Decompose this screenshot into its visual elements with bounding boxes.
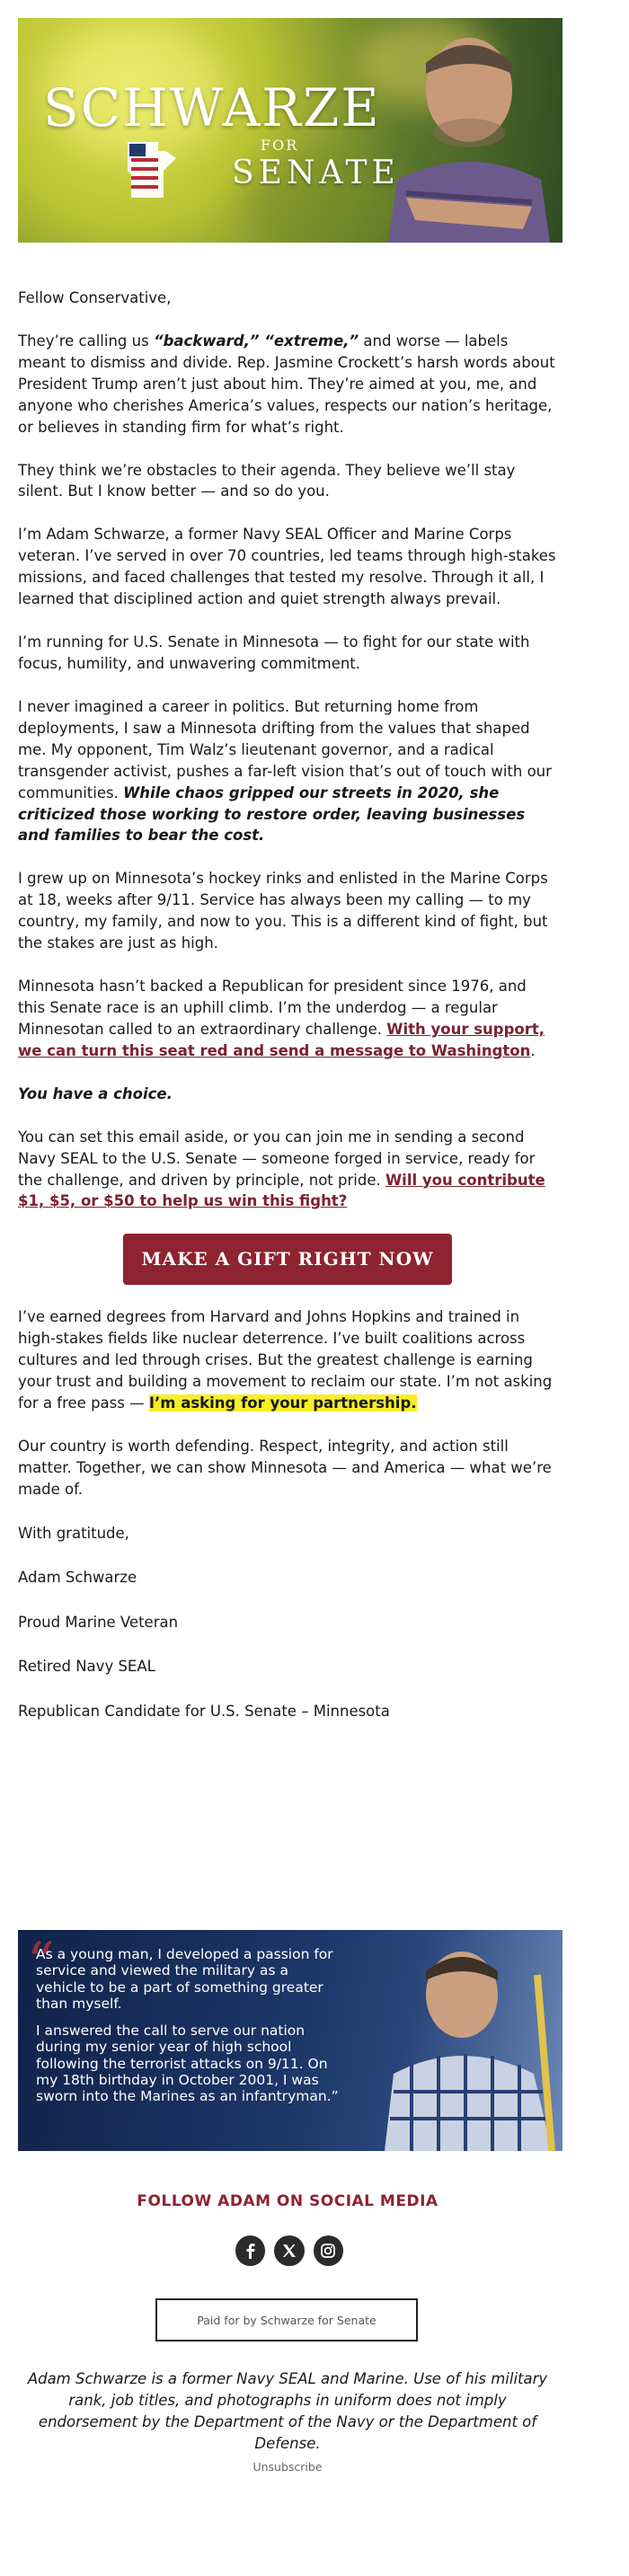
bio-paragraph: As a young man, I developed a passion for service and viewed the military as a vehicle to be a part of something greater than myself.	[36, 1946, 333, 2012]
unsubscribe-link[interactable]: Unsubscribe	[252, 2460, 323, 2474]
instagram-icon[interactable]	[314, 2235, 343, 2266]
cta-container	[18, 1234, 557, 1285]
minnesota-flag-icon	[122, 138, 185, 201]
paragraph: They’re calling us “backward,” “extreme,” and worse — labels meant to dismiss and divide. Rep. Jasmine Crockett’s harsh words about President Trump aren’t just about him. They’re aimed at you, me, and anyone who cherishes America’s values, respects our nation’s heritage, or believes in standing firm for what’s right.	[18, 332, 555, 436]
candidate-portrait	[370, 27, 559, 243]
paid-for-box: Paid for by Schwarze for Senate	[155, 2298, 418, 2341]
make-gift-button[interactable]: MAKE A GIFT RIGHT NOW	[123, 1234, 451, 1285]
paragraph: Our country is worth defending. Respect, integrity, and action still matter. Together, we can show Minnesota — and America — what we’re made of.	[18, 1437, 552, 1498]
for-label: FOR	[261, 137, 299, 154]
social-links	[235, 2235, 343, 2268]
signature-line: Retired Navy SEAL	[18, 1658, 155, 1676]
partnership-highlight: I’m asking for your partnership.	[148, 1394, 417, 1412]
signature-line: With gratitude,	[18, 1524, 129, 1542]
bio-banner	[18, 1930, 563, 2151]
paragraph: Minnesota hasn’t backed a Republican for president since 1976, and this Senate race is an uphill climb. I’m the underdog — a regular Minnesotan called to an extraordinary challenge. With your support, we can turn this seat red and send a message to Washington.	[18, 978, 545, 1059]
signature-line: Adam Schwarze	[18, 1569, 137, 1587]
paragraph: I’m running for U.S. Senate in Minnesota — to fight for our state with focus, humility, and unwavering commitment.	[18, 633, 530, 672]
contribute-link[interactable]: Will you contribute $1, $5, or $50 to help us win this fight?	[18, 1171, 545, 1210]
bio-paragraph: I answered the call to serve our nation during my senior year of high school following the terrorist attacks on 9/11. On my 18th birthday in October 2001, I was sworn into the Marines as an infantryman.”	[36, 2023, 339, 2105]
letter-body	[18, 288, 557, 1745]
signature-line: Republican Candidate for U.S. Senate – Minnesota	[18, 1702, 390, 1720]
bio-quote	[36, 1946, 341, 2116]
quote-mark: “	[27, 1931, 55, 1994]
x-icon[interactable]	[274, 2235, 304, 2266]
support-link[interactable]: With your support, we can turn this seat red and send a message to Washington	[18, 1020, 545, 1059]
paragraph: They think we’re obstacles to their agenda. They believe we’ll stay silent. But I know better — and so do you.	[18, 461, 516, 500]
campaign-name: SCHWARZE	[43, 77, 381, 138]
signature-line: Proud Marine Veteran	[18, 1613, 179, 1631]
header-banner	[18, 18, 563, 243]
choice-heading: You have a choice.	[18, 1084, 173, 1102]
social-heading: FOLLOW ADAM ON SOCIAL MEDIA	[137, 2192, 439, 2210]
paragraph: I grew up on Minnesota’s hockey rinks and enlisted in the Marine Corps at 18, weeks after 9/11. Service has always been my calling — to my country, my family, and now to you. This is a different kind of fight, but the stakes are just as high.	[18, 870, 548, 952]
disclaimer: Adam Schwarze is a former Navy SEAL and Marine. Use of his military rank, job titles, and photographs in uniform does not imply endorsement by the Department of the Navy or the Department of Defense.	[27, 2370, 548, 2452]
paragraph: I’ve earned degrees from Harvard and Johns Hopkins and trained in high-stakes fields like nuclear deterrence. I’ve built coalitions across cultures and led through crises. But the greatest challenge is earning your trust and building a movement to reclaim our state. I’m not asking for a free pass — I’m asking for your partnership.	[18, 1308, 553, 1412]
candidate-hockey-photo	[376, 1939, 561, 2151]
paragraph: I’m Adam Schwarze, a former Navy SEAL Officer and Marine Corps veteran. I’ve served in over 70 countries, led teams through high-stakes missions, and faced challenges that tested my resolve. Through it all, I learned that disciplined action and quiet strength always prevail.	[18, 526, 556, 608]
paragraph: You can set this email aside, or you can join me in sending a second Navy SEAL to the U.S. Senate — someone forged in service, ready for the challenge, and driven by principle, not pride. Will you contribute $1, $5, or $50 to help us win this fight?	[18, 1128, 545, 1210]
senate-label: SENATE	[232, 155, 400, 191]
paragraph: I never imagined a career in politics. But returning home from deployments, I saw a Minnesota drifting from the values that shaped me. My opponent, Tim Walz’s lieutenant governor, and a radical transgender activist, pushes a far-left vision that’s out of touch with our communities. While chaos gripped our streets in 2020, she criticized those working to restore order, leaving businesses and families to bear the cost.	[18, 697, 552, 845]
greeting: Fellow Conservative,	[18, 289, 172, 306]
facebook-icon[interactable]	[235, 2235, 265, 2266]
